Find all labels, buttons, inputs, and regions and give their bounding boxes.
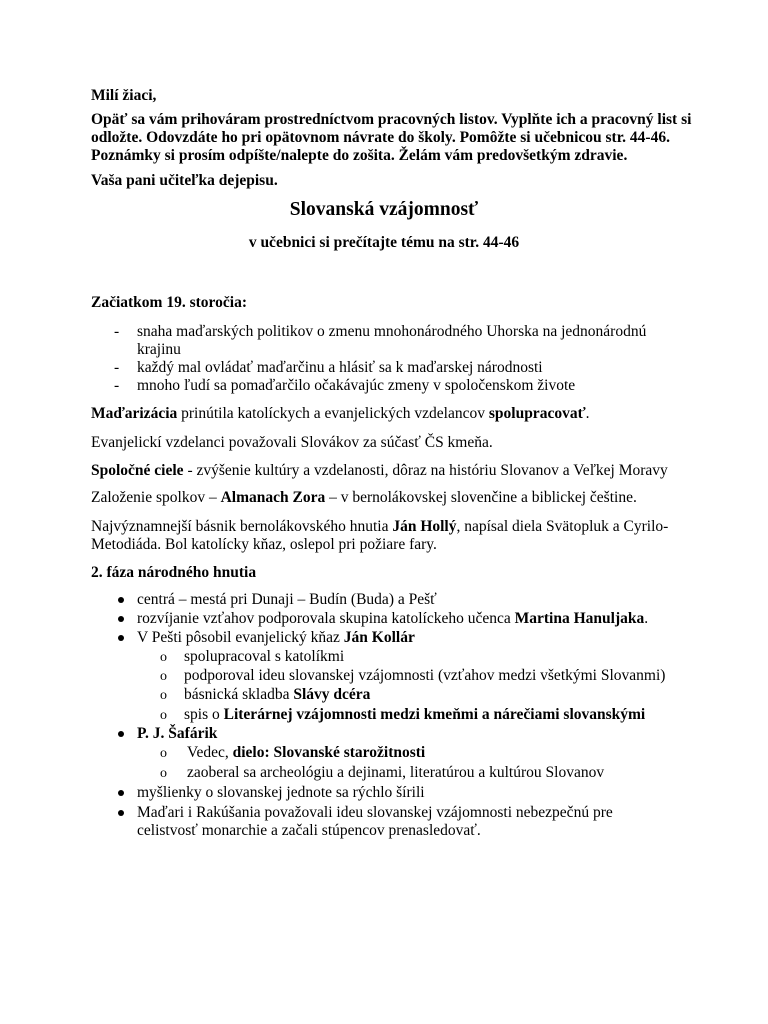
signature: Vaša pani učiteľka dejepisu. (91, 172, 278, 189)
paragraph-madarizacia: Maďarizácia prinútila katolíckych a evanjelických vzdelancov spolupracovať. (91, 405, 590, 422)
list-item: V Pešti pôsobil evanjelický kňaz Ján Kollár (137, 629, 415, 646)
page-title: Slovanská vzájomnosť (289, 199, 479, 220)
bullet-icon (118, 790, 124, 796)
section1-heading: Začiatkom 19. storočia: (91, 294, 247, 311)
paragraph-holly-line2: Metodiáda. Bol katolícky kňaz, oslepol pri požiare fary. (91, 536, 437, 553)
paragraph-holly: Najvýznamnejší básnik bernolákovského hnutia Ján Hollý, napísal diela Svätopluk a Cyrilo- (91, 518, 669, 535)
paragraph-spolky: Založenie spolkov – Almanach Zora – v bernolákovskej slovenčine a biblickej češtine. (91, 489, 637, 506)
section2-heading: 2. fáza národného hnutia (91, 564, 257, 581)
sub-list-item: podporoval ideu slovanskej vzájomnosti (vzťahov medzi všetkými Slovanmi) (184, 667, 666, 684)
sub-bullet-icon: o (160, 650, 167, 665)
sub-list-item: zaoberal sa archeológiu a dejinami, literatúrou a kultúrou Slovanov (187, 764, 605, 781)
bullet-icon (118, 810, 124, 816)
intro-line-2: odložte. Odovzdáte ho pri opätovnom návrate do školy. Pomôžte si učebnicou str. 44-46. (91, 129, 670, 146)
list-item-continuation: krajinu (137, 341, 181, 358)
paragraph-evanjelici: Evanjelickí vzdelanci považovali Slovákov za súčasť ČS kmeňa. (91, 434, 493, 451)
list-item: centrá – mestá pri Dunaji – Budín (Buda) a Pešť (137, 591, 437, 608)
intro-line-3: Poznámky si prosím odpíšte/nalepte do zošita. Želám vám predovšetkým zdravie. (91, 147, 628, 164)
dash-bullet: - (114, 323, 120, 340)
sub-bullet-icon: o (160, 766, 167, 781)
sub-bullet-icon: o (160, 746, 167, 761)
term: Ján Hollý (392, 518, 457, 535)
bullet-icon (118, 597, 124, 603)
sub-bullet-icon: o (160, 708, 167, 723)
list-item: každý mal ovládať maďarčinu a hlásiť sa k maďarskej národnosti (137, 359, 543, 376)
list-item: snaha maďarských politikov o zmenu mnohonárodného Uhorska na jednonárodnú (137, 323, 647, 340)
page-subtitle: v učebnici si prečítajte tému na str. 44-46 (248, 234, 520, 251)
term: Spoločné ciele (91, 462, 184, 479)
bullet-icon (118, 731, 124, 737)
dash-bullet: - (114, 377, 120, 394)
term: Maďarizácia (91, 405, 178, 422)
sub-list-item: Vedec, dielo: Slovanské starožitnosti (187, 744, 426, 761)
intro-line-1: Opäť sa vám prihováram prostredníctvom pracovných listov. Vyplňte ich a pracovný list si (91, 111, 692, 128)
sub-list-item: spolupracoval s katolíkmi (184, 648, 345, 665)
list-item: myšlienky o slovanskej jednote sa rýchlo šírili (137, 784, 425, 801)
list-item: rozvíjanie vzťahov podporovala skupina katolíckeho učenca Martina Hanuljaka. (137, 610, 649, 627)
bullet-icon (118, 635, 124, 641)
list-item-continuation: celistvosť monarchie a začali stúpencov prenasledovať. (137, 822, 481, 839)
sub-bullet-icon: o (160, 669, 167, 684)
sub-list-item: básnická skladba Slávy dcéra (184, 686, 371, 703)
dash-bullet: - (114, 359, 120, 376)
greeting: Milí žiaci, (91, 87, 157, 104)
paragraph-ciele: Spoločné ciele - zvýšenie kultúry a vzdelanosti, dôraz na históriu Slovanov a Veľkej Moravy (91, 462, 668, 479)
sub-bullet-icon: o (160, 688, 167, 703)
term: Almanach Zora (220, 489, 326, 506)
list-item: mnoho ľudí sa pomaďarčilo očakávajúc zmeny v spoločenskom živote (137, 377, 576, 394)
term: spolupracovať (488, 405, 586, 422)
sub-list-item: spis o Literárnej vzájomnosti medzi kmeňmi a nárečiami slovanskými (184, 706, 646, 723)
list-item: Maďari i Rakúšania považovali ideu slovanskej vzájomnosti nebezpečnú pre (137, 804, 613, 821)
list-item: P. J. Šafárik (137, 725, 218, 742)
bullet-icon (118, 616, 124, 622)
